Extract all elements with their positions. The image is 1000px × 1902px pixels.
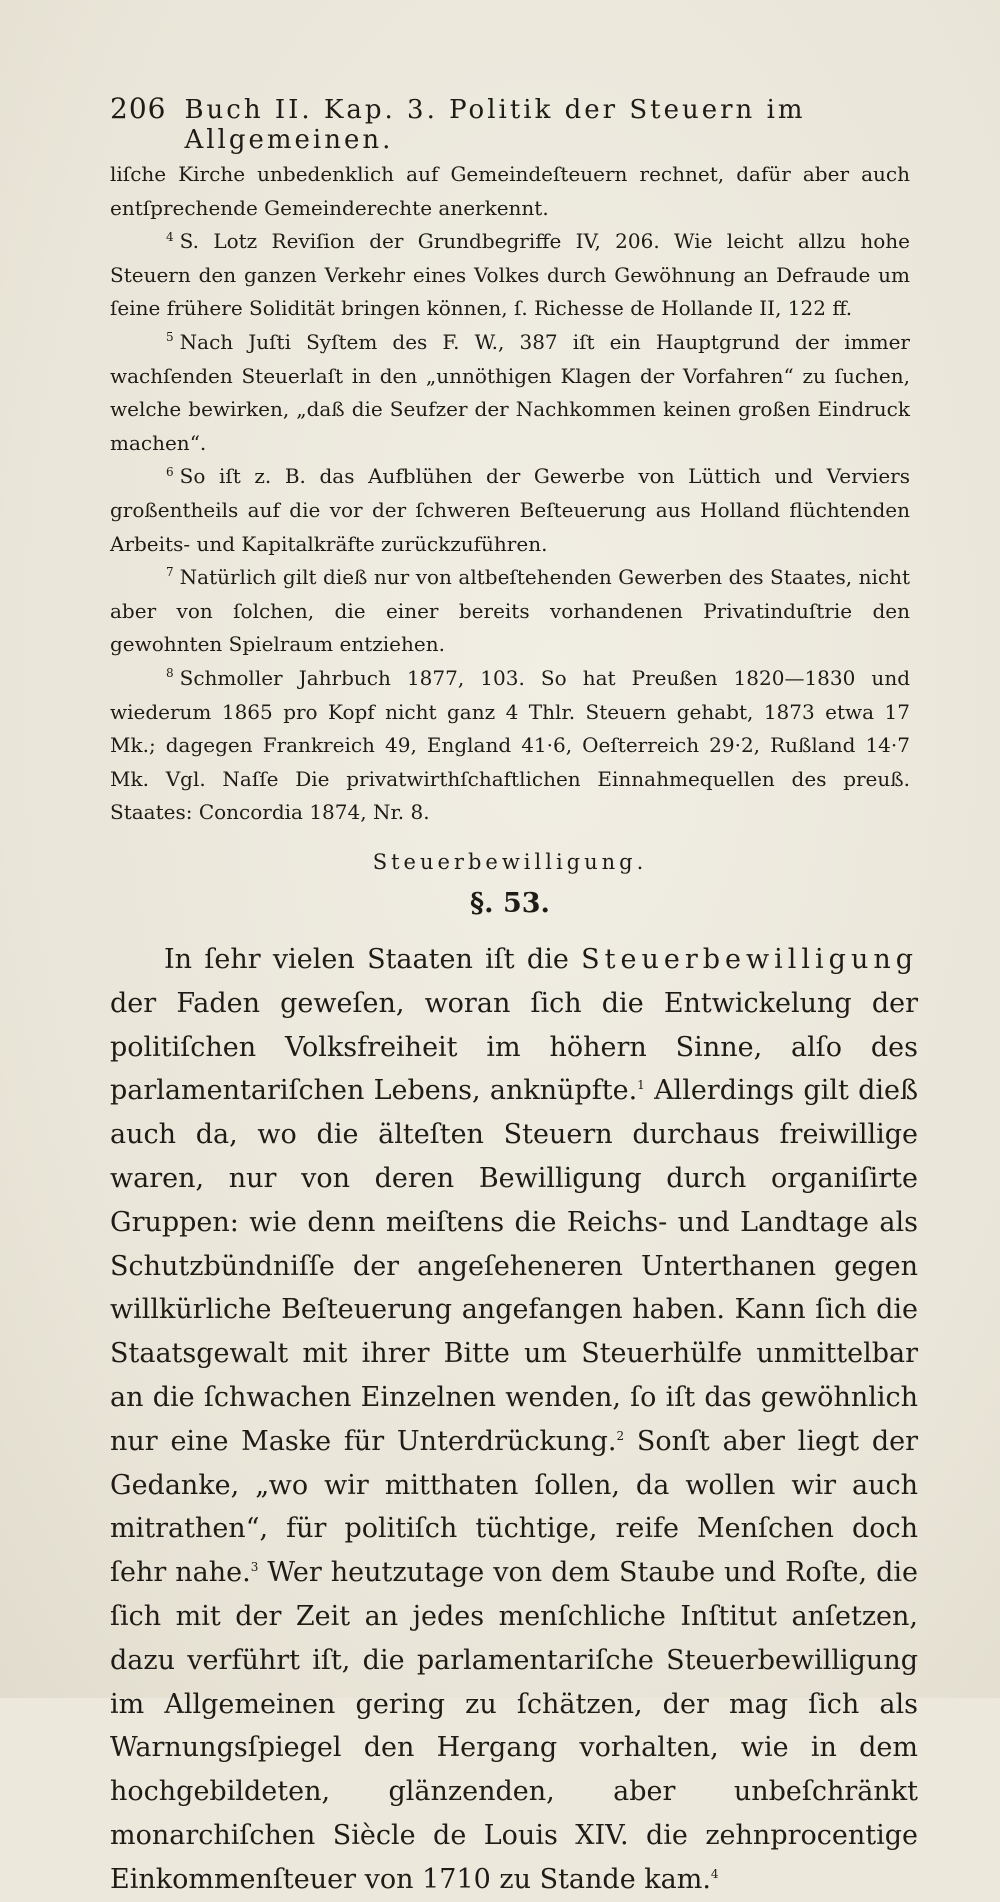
footnote-text: Schmoller Jahrbuch 1877, 103. So hat Preußen 1820—1830 und wiederum 1865 pro Kopf nicht ganz 4 Thlr. Steuern gehabt, 1873 etwa 17 Mk.; dagegen Frankreich 49, England 41·6, Oeſterreich 29·2, Rußland 14·7 Mk. Vgl. Naſſe Die privatwirthſchaftlichen Einnahmequellen des preuß. Staates: Concordia 1874, Nr. 8. [110, 665, 910, 825]
footnote-reference: 4 [710, 1866, 719, 1881]
body-text [110, 938, 918, 1902]
footnote-text: So iſt z. B. das Aufblühen der Gewerbe von Lüttich und Verviers großentheils auf die vor der ſchweren Beſteuerung aus Holland flüchtenden Arbeits- und Kapitalkräfte zurückzuführen. [110, 464, 910, 556]
page-number: 206 [110, 92, 167, 125]
body-text-run: Sonſt aber liegt der Gedanke, „wo wir mitthaten ſollen, da wollen wir auch mitrathen“, für politiſch tüchtige, reife Menſchen doch ſehr nahe. [110, 1425, 918, 1589]
footnote-6 [110, 460, 910, 561]
body-text-run: Allerdings gilt dieß auch da, wo die älteſten Steuern durchaus freiwillige waren, nur von deren Bewilligung durch organiſirte Gruppen: wie denn meiſtens die Reichs- und Landtage als Schutzbündniſſe der angeſeheneren Unterthanen gegen willkürliche Beſteuerung angefangen haben. Kann ſich die Staatsgewalt mit ihrer Bitte um Steuerhülfe unmittelbar an die ſchwachen Einzelnen wenden, ſo iſt das gewöhnlich nur eine Maske für Unterdrückung. [110, 1075, 918, 1457]
section-number: §. 53. [470, 888, 550, 919]
footnote-label: 8 [166, 666, 174, 681]
footnote-label: 4 [166, 229, 174, 244]
footnote-8 [110, 662, 910, 830]
body-text-run: In ſehr vielen Staaten iſt die [164, 944, 569, 975]
running-header [110, 92, 910, 155]
body-text-run: der Faden geweſen, woran ſich die Entwickelung der politiſchen Volksfreiheit im höhern Sinne, alſo des parlamentariſchen Lebens, anknüpfte. [110, 987, 918, 1107]
footnote-text: Nach Juſti Syſtem des F. W., 387 iſt ein Hauptgrund der immer wachſenden Steuerlaſt in den „unnöthigen Klagen der Vorfahren“ zu ſuchen, welche bewirken, „daß die Seufzer der Nachkommen keinen großen Eindruck machen“. [110, 329, 910, 455]
section-subheading: Steuerbewilligung. [372, 850, 648, 874]
footnote-5 [110, 326, 910, 460]
footnote-reference: 2 [616, 1428, 625, 1443]
footnote-text: S. Lotz Reviſion der Grundbegriffe IV, 206. Wie leicht allzu hohe Steuern den ganzen Verkehr eines Volkes durch Gewöhnung an Defraude um ſeine frühere Solidität bringen können, ſ. Richesse de Hollande II, 122 ff. [110, 229, 910, 321]
footnote-label: 6 [166, 464, 174, 479]
body-paragraph [110, 938, 918, 1902]
footnote-continuation: liſche Kirche unbedenklich auf Gemeindeſteuern rechnet, dafür aber auch entſprechende Gemeinderechte anerkennt. [110, 162, 910, 220]
footnote-label: 7 [166, 565, 174, 580]
body-text-run: Wer heutzutage von dem Staube und Roſte, die ſich mit der Zeit an jedes menſchliche Inſtitut anſetzen, dazu verführt iſt, die parlamentariſche Steuerbewilligung im Allgemeinen gering zu ſchätzen, der mag ſich als Warnungsſpiegel den Hergang vorhalten, wie in dem hochgebildeten, glänzenden, aber unbeſchränkt monarchiſchen Siècle de Louis XIV. die zehnprocentige Einkommenſteuer von 1710 zu Stande kam. [110, 1557, 918, 1895]
footnote-reference: 1 [637, 1078, 645, 1093]
running-head: Buch II. Kap. 3. Politik der Steuern im Allgemeinen. [184, 95, 806, 155]
footnote-label: 5 [166, 330, 174, 345]
footnote-7 [110, 561, 910, 662]
footnote-reference: 3 [250, 1560, 259, 1575]
footnotes-block [110, 158, 910, 830]
footnote-4 [110, 225, 910, 326]
footnote-text: Natürlich gilt dieß nur von altbeſtehenden Gewerben des Staates, nicht aber von ſolchen, die einer bereits vorhandenen Privatinduſtrie den gewohnten Spielraum entziehen. [110, 565, 910, 657]
emphasized-term: Steuerbewilligung [581, 944, 918, 975]
